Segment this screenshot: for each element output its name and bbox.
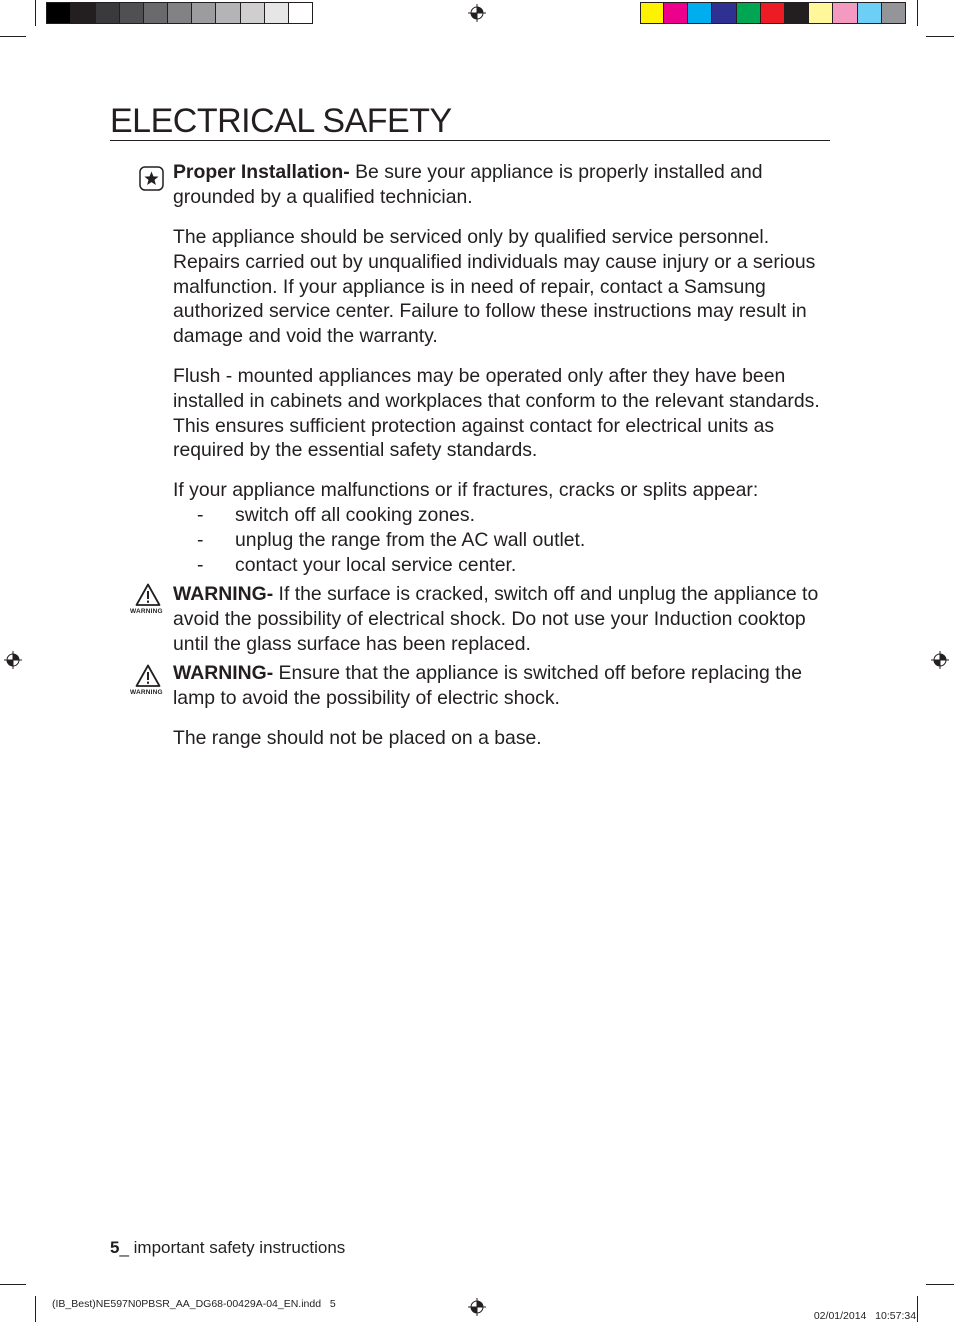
- registration-mark-icon: [931, 651, 949, 669]
- registration-mark-icon: [4, 651, 22, 669]
- gray-swatch: [241, 2, 265, 24]
- crop-mark: [0, 1284, 26, 1285]
- slug-time: 10:57:34: [875, 1310, 917, 1322]
- crop-mark: [926, 1284, 954, 1285]
- list-dash: -: [197, 529, 204, 551]
- list-dash: -: [197, 554, 204, 576]
- page-number: 5: [110, 1238, 120, 1257]
- gray-swatch: [144, 2, 168, 24]
- warning-paragraph: [173, 582, 833, 656]
- gray-swatch: [96, 2, 120, 24]
- list-item-text: switch off all cooking zones.: [235, 504, 475, 526]
- crop-mark: [926, 36, 954, 37]
- page-title: ELECTRICAL SAFETY: [110, 103, 830, 141]
- registration-mark-icon: [468, 1298, 486, 1316]
- color-swatch: [664, 2, 688, 24]
- color-swatch: [809, 2, 833, 24]
- page-footer: [110, 1238, 345, 1258]
- warning-heading: WARNING-: [173, 583, 274, 605]
- warning-icon-label: WARNING: [130, 608, 163, 615]
- list-item-text: unplug the range from the AC wall outlet.: [235, 529, 586, 551]
- crop-mark: [35, 1296, 36, 1322]
- warning-icon-label: WARNING: [130, 689, 163, 696]
- gray-swatch: [192, 2, 216, 24]
- crop-mark: [917, 1296, 918, 1322]
- note-text: Be sure your appliance is properly installed and grounded by a qualified technician.: [173, 161, 763, 208]
- malfunction-paragraph: If your appliance malfunctions or if fractures, cracks or splits appear:: [173, 479, 759, 501]
- crop-mark: [917, 0, 918, 26]
- color-swatch: [712, 2, 737, 24]
- color-swatch: [688, 2, 712, 24]
- warning-heading: WARNING-: [173, 662, 274, 684]
- color-swatch: [640, 2, 664, 24]
- star-note-icon: [139, 166, 164, 191]
- slug-datetime: [808, 1298, 916, 1322]
- warning-paragraph: [173, 661, 813, 711]
- warning-triangle-icon: [135, 583, 161, 607]
- crop-mark: [0, 36, 26, 37]
- slug-date: 02/01/2014: [813, 1310, 867, 1322]
- warning-text: Ensure that the appliance is switched off before replacing the lamp to avoid the possibility of electric shock.: [173, 662, 803, 709]
- gray-swatch: [120, 2, 144, 24]
- footer-section: _ important safety instructions: [119, 1238, 346, 1257]
- gray-swatch: [265, 2, 289, 24]
- color-swatch: [785, 2, 809, 24]
- gray-swatch: [289, 2, 313, 24]
- color-swatch: [882, 2, 906, 24]
- color-swatch: [737, 2, 761, 24]
- warning-triangle-icon: [135, 664, 161, 688]
- flush-mount-paragraph: Flush - mounted appliances may be operated only after they have been installed in cabinets and workplaces that conform to the relevant standards. This ensures sufficient protection against contact for electrical units as required by the essential safety standards.: [173, 365, 820, 462]
- service-paragraph: The appliance should be serviced only by qualified service personnel. Repairs carried out by unqualified individuals may cause injury or a serious malfunction. If your appliance is in need of repair, contact a Samsung authorized service center. Failure to follow these instructions may result in damage and void the warranty.: [173, 226, 816, 348]
- list-item-text: contact your local service center.: [235, 554, 517, 576]
- slug-filename: (IB_Best)NE597N0PBSR_AA_DG68-00429A-04_EN.indd 5: [52, 1298, 336, 1310]
- note-paragraph: [173, 160, 833, 210]
- crop-mark: [35, 0, 36, 26]
- color-swatch: [761, 2, 785, 24]
- list-dash: -: [197, 504, 204, 526]
- gray-swatch: [216, 2, 241, 24]
- color-swatch: [833, 2, 858, 24]
- color-swatch: [858, 2, 882, 24]
- gray-swatch: [46, 2, 71, 24]
- registration-mark-icon: [468, 4, 486, 22]
- gray-swatch: [71, 2, 96, 24]
- closing-paragraph: The range should not be placed on a base.: [173, 727, 542, 749]
- warning-text: If the surface is cracked, switch off and unplug the appliance to avoid the possibility of electrical shock. Do not use your Induction cooktop until the glass surface has been replaced.: [173, 583, 819, 655]
- note-heading: Proper Installation-: [173, 161, 350, 183]
- gray-swatch: [168, 2, 192, 24]
